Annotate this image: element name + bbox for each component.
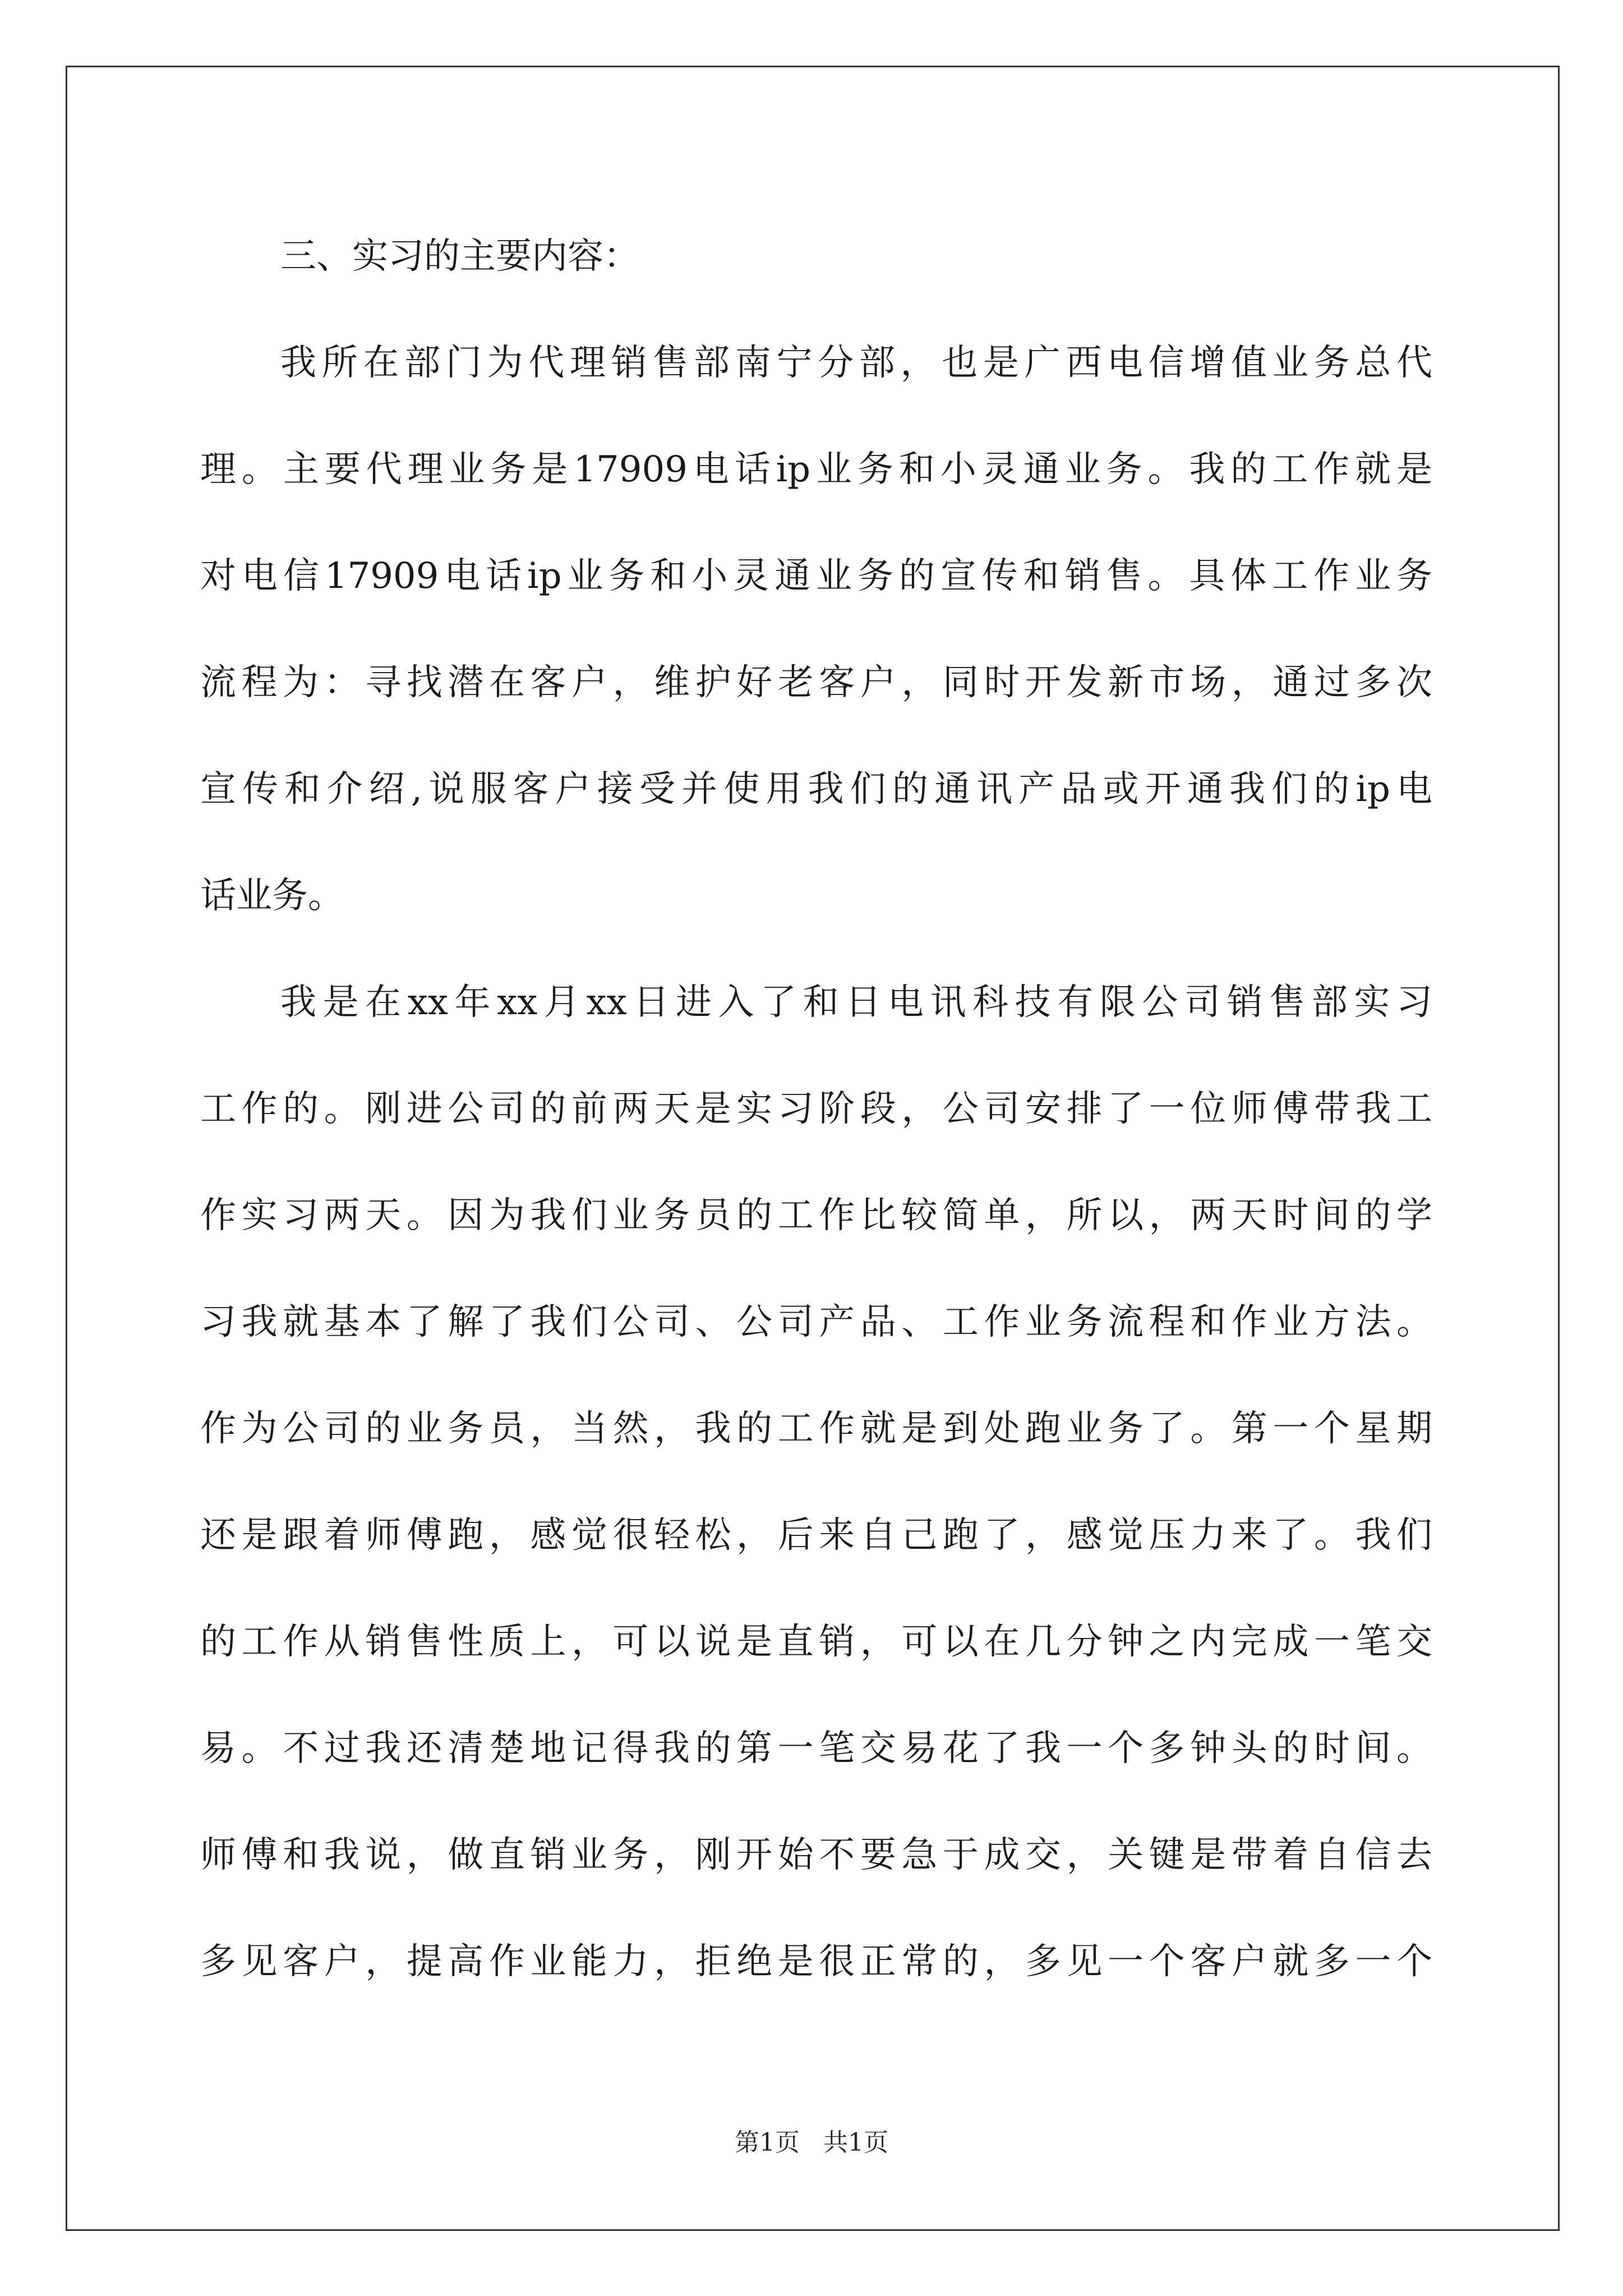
line-text: 多见客户，提高作业能力，拒绝是很正常的，多见一个客户就多一个 bbox=[200, 1941, 1432, 1982]
line-text: 工作的。刚进公司的前两天是实习阶段，公司安排了一位师傅带我工 bbox=[200, 1088, 1432, 1130]
paragraph-line bbox=[200, 1589, 1434, 1695]
document-body bbox=[200, 203, 1434, 2015]
total-pages: 共1页 bbox=[823, 2128, 888, 2157]
paragraph-line bbox=[200, 1162, 1434, 1269]
heading-text: 三、实习的主要内容： bbox=[280, 236, 639, 277]
line-text: 理。主要代理业务是17909电话ip业务和小灵通业务。我的工作就是 bbox=[200, 449, 1432, 490]
paragraph-line bbox=[200, 1375, 1434, 1482]
paragraph-line bbox=[200, 1269, 1434, 1375]
line-text: 我是在xx年xx月xx日进入了和日电讯科技有限公司销售部实习 bbox=[280, 982, 1432, 1023]
line-text: 宣传和介绍,说服客户接受并使用我们的通讯产品或开通我们的ip电 bbox=[200, 769, 1432, 810]
line-text: 作为公司的业务员，当然，我的工作就是到处跑业务了。第一个星期 bbox=[200, 1408, 1432, 1450]
line-text: 流程为：寻找潜在客户，维护好老客户，同时开发新市场，通过多次 bbox=[200, 662, 1432, 703]
line-text: 习我就基本了解了我们公司、公司产品、工作业务流程和作业方法。 bbox=[200, 1301, 1432, 1343]
line-text: 对电信17909电话ip业务和小灵通业务的宣传和销售。具体工作业务 bbox=[200, 555, 1432, 597]
line-text: 的工作从销售性质上，可以说是直销，可以在几分钟之内完成一笔交 bbox=[200, 1621, 1432, 1663]
paragraph-line bbox=[200, 1482, 1434, 1589]
paragraph-line bbox=[200, 1056, 1434, 1162]
line-text: 话业务。 bbox=[200, 875, 344, 917]
page-number: 第1页 bbox=[735, 2128, 800, 2157]
line-text: 师傅和我说，做直销业务，刚开始不要急于成交，关键是带着自信去 bbox=[200, 1834, 1432, 1876]
paragraph-line bbox=[200, 1908, 1434, 2015]
line-text: 作实习两天。因为我们业务员的工作比较简单，所以，两天时间的学 bbox=[200, 1195, 1432, 1236]
paragraph-line bbox=[200, 310, 1434, 416]
paragraph-line bbox=[200, 843, 1434, 949]
line-text: 我所在部门为代理销售部南宁分部，也是广西电信增值业务总代 bbox=[280, 342, 1432, 384]
paragraph-line bbox=[200, 629, 1434, 736]
line-text: 还是跟着师傅跑，感觉很轻松，后来自己跑了，感觉压力来了。我们 bbox=[200, 1515, 1432, 1556]
paragraph-line bbox=[200, 416, 1434, 523]
paragraph-line bbox=[200, 1695, 1434, 1802]
section-heading bbox=[200, 203, 1434, 310]
paragraph-line bbox=[200, 1802, 1434, 1908]
paragraph-line bbox=[200, 523, 1434, 629]
paragraph-line bbox=[200, 949, 1434, 1056]
line-text: 易。不过我还清楚地记得我的第一笔交易花了我一个多钟头的时间。 bbox=[200, 1728, 1432, 1769]
page-footer bbox=[0, 2126, 1623, 2160]
paragraph-line bbox=[200, 736, 1434, 843]
